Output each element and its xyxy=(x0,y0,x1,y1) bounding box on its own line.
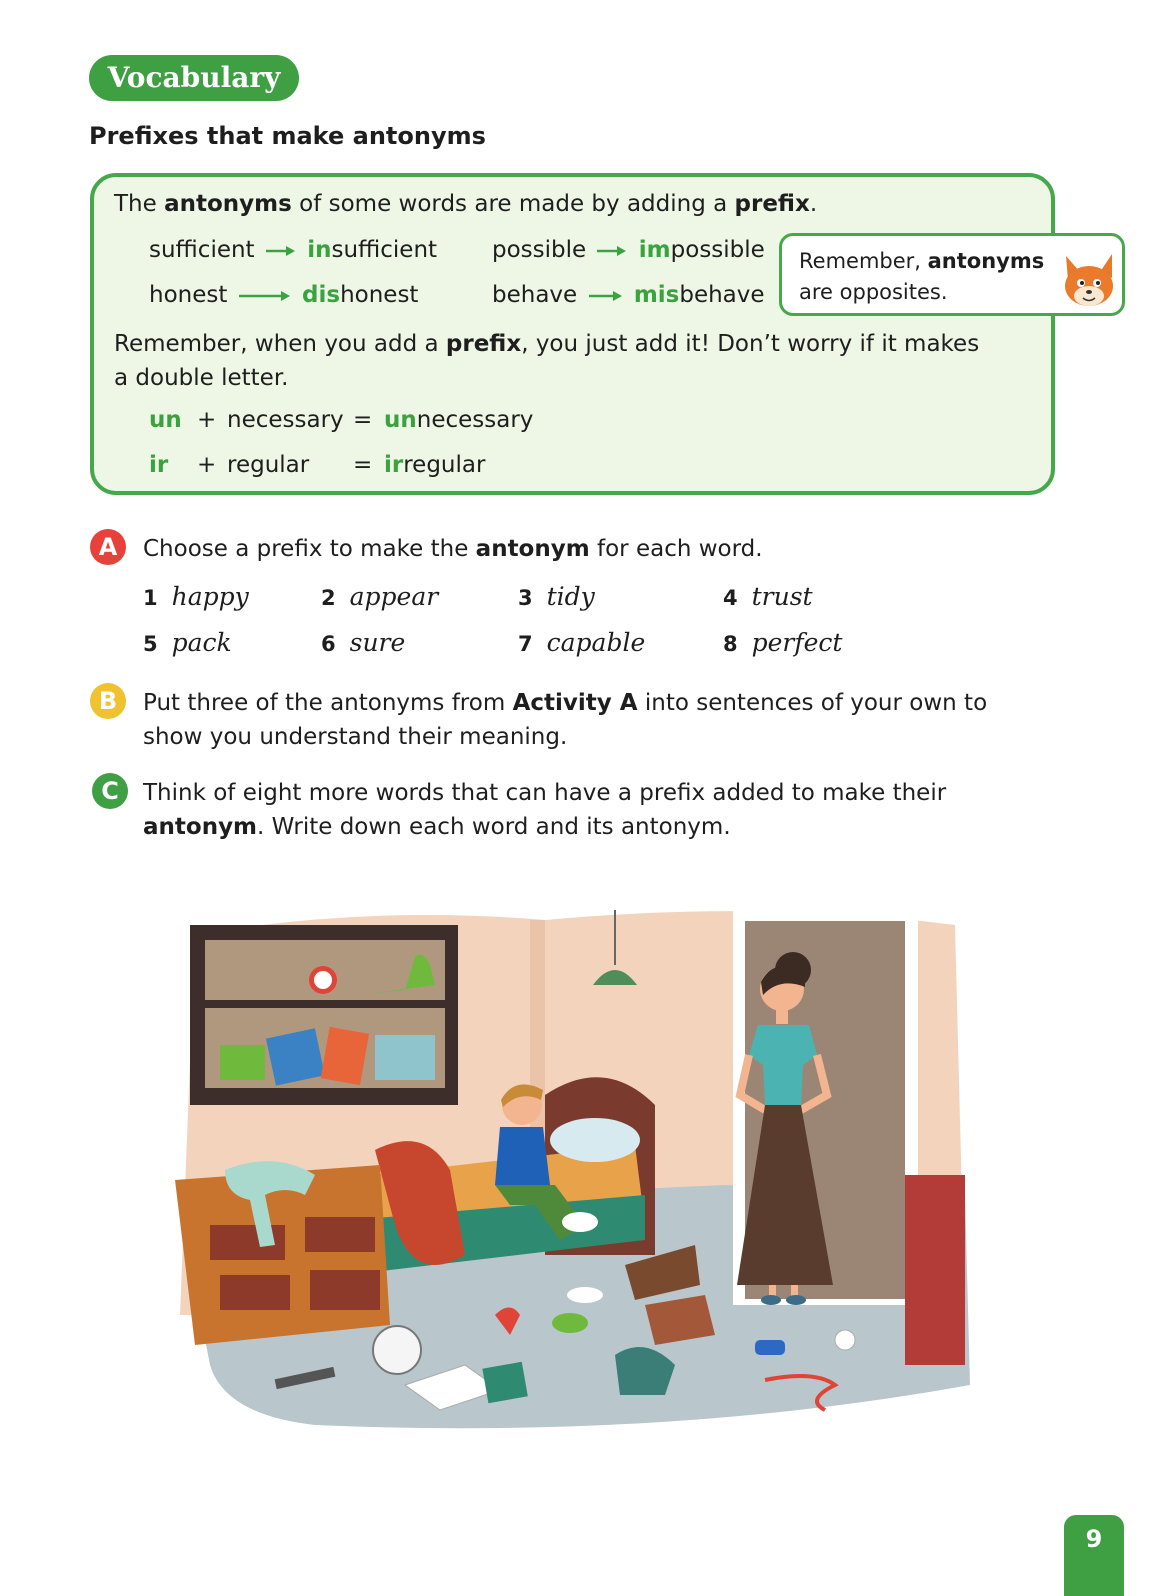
tip-callout xyxy=(779,233,1125,316)
page-number: 9 xyxy=(1064,1515,1124,1596)
rule-box xyxy=(90,173,1055,495)
instr-text: Think of eight more words that can have a prefix added to make their xyxy=(143,780,947,806)
activity-a-instruction xyxy=(143,532,763,566)
item-word: perfect xyxy=(751,628,843,657)
list-item xyxy=(723,628,842,657)
example-pair xyxy=(492,237,765,263)
instr-text: . Write down each word and its antonym. xyxy=(257,814,731,840)
instr-bold: antonym xyxy=(143,814,258,840)
result-rest: necessary xyxy=(416,407,534,433)
intro-text: of some words are made by adding a xyxy=(291,191,735,217)
messy-bedroom-illustration xyxy=(165,895,980,1450)
item-number: 8 xyxy=(723,632,738,656)
item-number: 2 xyxy=(321,586,336,610)
item-word: pack xyxy=(171,628,232,657)
item-word: capable xyxy=(546,628,646,657)
intro-bold-prefix: prefix xyxy=(734,191,810,217)
plus-sign: + xyxy=(197,407,217,433)
instr-bold: antonym xyxy=(475,536,590,562)
example-rest: honest xyxy=(340,282,419,308)
intro-bold-antonyms: antonyms xyxy=(164,191,292,217)
example-pair xyxy=(149,282,418,308)
equation-word: necessary xyxy=(227,407,344,433)
remember-note xyxy=(114,327,1034,395)
word-list xyxy=(143,582,903,672)
activity-c-badge: C xyxy=(92,773,128,809)
toy-car-icon xyxy=(755,1340,785,1355)
item-number: 1 xyxy=(143,586,158,610)
item-number: 3 xyxy=(518,586,533,610)
arrow-icon xyxy=(239,290,291,302)
item-word: tidy xyxy=(546,582,595,611)
tip-bold: antonyms xyxy=(927,249,1045,273)
remember-text: a double letter. xyxy=(114,365,289,391)
list-item xyxy=(518,628,645,657)
plus-sign: + xyxy=(197,452,217,478)
example-prefix: mis xyxy=(633,282,680,308)
example-pair xyxy=(149,237,437,263)
example-rest: behave xyxy=(679,282,765,308)
example-prefix: dis xyxy=(302,282,341,308)
remember-text: , you just add it! Don’t worry if it makes xyxy=(521,331,980,357)
section-label: Vocabulary xyxy=(89,55,299,101)
result-prefix: un xyxy=(384,407,417,433)
rule-intro xyxy=(114,191,817,217)
example-rest: possible xyxy=(670,237,765,263)
item-number: 5 xyxy=(143,632,158,656)
instr-text: show you understand their meaning. xyxy=(143,724,568,750)
instr-text: Choose a prefix to make the xyxy=(143,536,476,562)
right-dresser xyxy=(905,1175,965,1365)
tip-text xyxy=(799,246,1059,308)
result-prefix: ir xyxy=(384,452,404,478)
example-rest: sufficient xyxy=(331,237,438,263)
instr-text: into sentences of your own to xyxy=(637,690,988,716)
pillow xyxy=(550,1118,640,1162)
arrow-icon xyxy=(597,245,627,257)
example-base: possible xyxy=(492,237,587,263)
example-pair xyxy=(492,282,765,308)
instr-text: for each word. xyxy=(589,536,763,562)
result-rest: regular xyxy=(403,452,486,478)
equation-prefix: ir xyxy=(149,452,169,478)
intro-text: . xyxy=(809,191,818,217)
list-item xyxy=(143,582,249,611)
intro-text: The xyxy=(114,191,165,217)
instr-text: Put three of the antonyms from xyxy=(143,690,513,716)
arrow-icon xyxy=(589,290,623,302)
tip-plain: are opposites. xyxy=(799,280,948,304)
example-base: sufficient xyxy=(149,237,255,263)
equation-prefix: un xyxy=(149,407,182,433)
instr-bold: Activity A xyxy=(512,690,638,716)
tip-plain: Remember, xyxy=(799,249,928,273)
example-base: honest xyxy=(149,282,228,308)
equation-word: regular xyxy=(227,452,310,478)
list-item xyxy=(321,628,405,657)
open-drawer xyxy=(310,1270,380,1310)
activity-c-instruction xyxy=(143,776,1043,844)
list-item xyxy=(518,582,595,611)
activity-b-badge: B xyxy=(90,683,126,719)
activity-b-instruction xyxy=(143,686,1043,754)
page-subtitle: Prefixes that make antonyms xyxy=(89,122,486,150)
example-base: behave xyxy=(492,282,578,308)
item-number: 4 xyxy=(723,586,738,610)
remember-bold-prefix: prefix xyxy=(445,331,522,357)
item-word: appear xyxy=(349,582,439,611)
item-word: happy xyxy=(171,582,249,611)
list-item xyxy=(321,582,438,611)
equals-sign: = xyxy=(353,407,373,433)
item-word: trust xyxy=(751,582,813,611)
item-number: 6 xyxy=(321,632,336,656)
remember-text: Remember, when you add a xyxy=(114,331,446,357)
arrow-icon xyxy=(266,245,296,257)
item-number: 7 xyxy=(518,632,533,656)
list-item xyxy=(723,582,813,611)
equals-sign: = xyxy=(353,452,373,478)
football-icon xyxy=(373,1326,421,1374)
activity-a-badge: A xyxy=(90,529,126,565)
fox-mascot-icon xyxy=(1058,250,1120,312)
example-prefix: in xyxy=(307,237,332,263)
list-item xyxy=(143,628,232,657)
item-word: sure xyxy=(349,628,406,657)
example-prefix: im xyxy=(638,237,671,263)
